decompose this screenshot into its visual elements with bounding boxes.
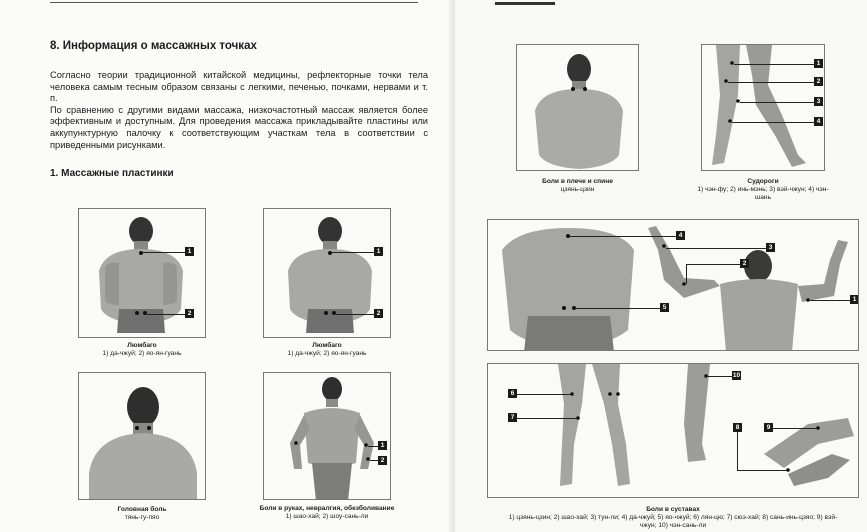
paragraph-1: Согласно теории традиционной китайской медицины, рефлекторные точки тела человека самым тесным образом связаны с легкими, печенью, почками, нервами и т. п. xyxy=(50,70,428,104)
caption-title: Боли в суставах xyxy=(646,506,700,513)
callout-1: 1 xyxy=(378,441,387,450)
legs-figures-image xyxy=(488,364,859,498)
caption-desc: тянь-гу-пяо xyxy=(124,514,160,521)
caption-title: Боли в руках, невралгия, обезболивание xyxy=(259,505,395,512)
callout-6: 6 xyxy=(508,389,517,398)
caption-title: Люмбаго xyxy=(312,342,342,349)
caption-desc: 1) да-чжуй; 2) яо-ян-гуань xyxy=(287,350,367,357)
callout-5: 5 xyxy=(660,303,669,312)
right-page xyxy=(455,0,867,532)
caption-lumbago-1 xyxy=(68,342,216,358)
paragraph-2: По сравнению с другими видами массажа, низкочастотный массаж является более эффективным и доступным. Для проведения массажа прикладывайте пластины или аккупунктурную палочку к соответствующим участкам тела в соответствии с приведенными рисунками. xyxy=(50,104,428,150)
callout-3: 3 xyxy=(766,243,775,252)
top-rule xyxy=(50,2,418,3)
top-rule xyxy=(495,2,555,5)
subsection-title: 1. Массажные пластинки xyxy=(50,168,174,179)
figure-arm-pain xyxy=(263,372,391,500)
caption-desc: 1) чэн-фу; 2) инь-мэнь; 3) вэй-чжун; 4) чэн-шань xyxy=(697,186,829,201)
back-figure-image xyxy=(517,45,639,171)
caption-joint-pain xyxy=(507,506,839,530)
callout-2: 2 xyxy=(374,309,383,318)
callout-7: 7 xyxy=(508,413,517,422)
callout-2: 2 xyxy=(814,77,823,86)
caption-shoulder-pain xyxy=(506,178,649,194)
caption-title: Люмбаго xyxy=(127,342,157,349)
callout-1: 1 xyxy=(850,295,859,304)
callout-3: 3 xyxy=(814,97,823,106)
back-figure-image xyxy=(79,209,206,338)
figure-shoulder-pain xyxy=(516,44,639,171)
caption-desc: 1) цзянь-цзин; 2) шао-хай; 3) тун-ли; 4) да-чжуй; 5) яо-чжуй; 6) лян-цю; 7) сюэ-хай; 8) сань-инь-цзяо; 9) вэй-чжун; 10) чэн-сань-ли xyxy=(508,514,838,529)
callout-2: 2 xyxy=(378,456,387,465)
figure-lumbago-1 xyxy=(78,208,206,338)
back-and-torso-image xyxy=(488,220,859,351)
caption-title: Головная боль xyxy=(117,506,167,513)
figure-cramps xyxy=(701,44,825,171)
callout-8: 8 xyxy=(733,423,742,432)
callout-4: 4 xyxy=(676,231,685,240)
caption-cramps xyxy=(691,178,835,202)
callout-9: 9 xyxy=(764,423,773,432)
caption-title: Боли в плече и спине xyxy=(542,178,613,185)
figure-joint-pain xyxy=(487,363,859,498)
back-figure-image xyxy=(264,209,391,338)
back-figure-image xyxy=(79,373,206,500)
figure-back-and-arms xyxy=(487,219,859,351)
callout-1: 1 xyxy=(374,247,383,256)
caption-desc: цзянь-цзин xyxy=(560,186,595,193)
callout-10: 10 xyxy=(732,372,741,379)
caption-desc: 1) шао-хай; 2) шоу-сань-ли xyxy=(285,513,369,520)
caption-headache xyxy=(68,506,216,522)
callout-1: 1 xyxy=(814,59,823,68)
callout-2: 2 xyxy=(740,259,749,268)
callout-4: 4 xyxy=(814,117,823,126)
caption-title: Судороги xyxy=(747,178,779,185)
caption-arm-pain xyxy=(258,505,396,521)
figure-lumbago-2 xyxy=(263,208,391,338)
intro-text xyxy=(50,70,428,151)
caption-lumbago-2 xyxy=(253,342,401,358)
caption-desc: 1) да-чжуй; 2) яо-ян-гуань xyxy=(102,350,182,357)
front-figure-image xyxy=(264,373,391,500)
callout-1: 1 xyxy=(185,247,194,256)
callout-2: 2 xyxy=(185,309,194,318)
figure-headache xyxy=(78,372,206,500)
section-title: 8. Информация о массажных точках xyxy=(50,40,257,52)
